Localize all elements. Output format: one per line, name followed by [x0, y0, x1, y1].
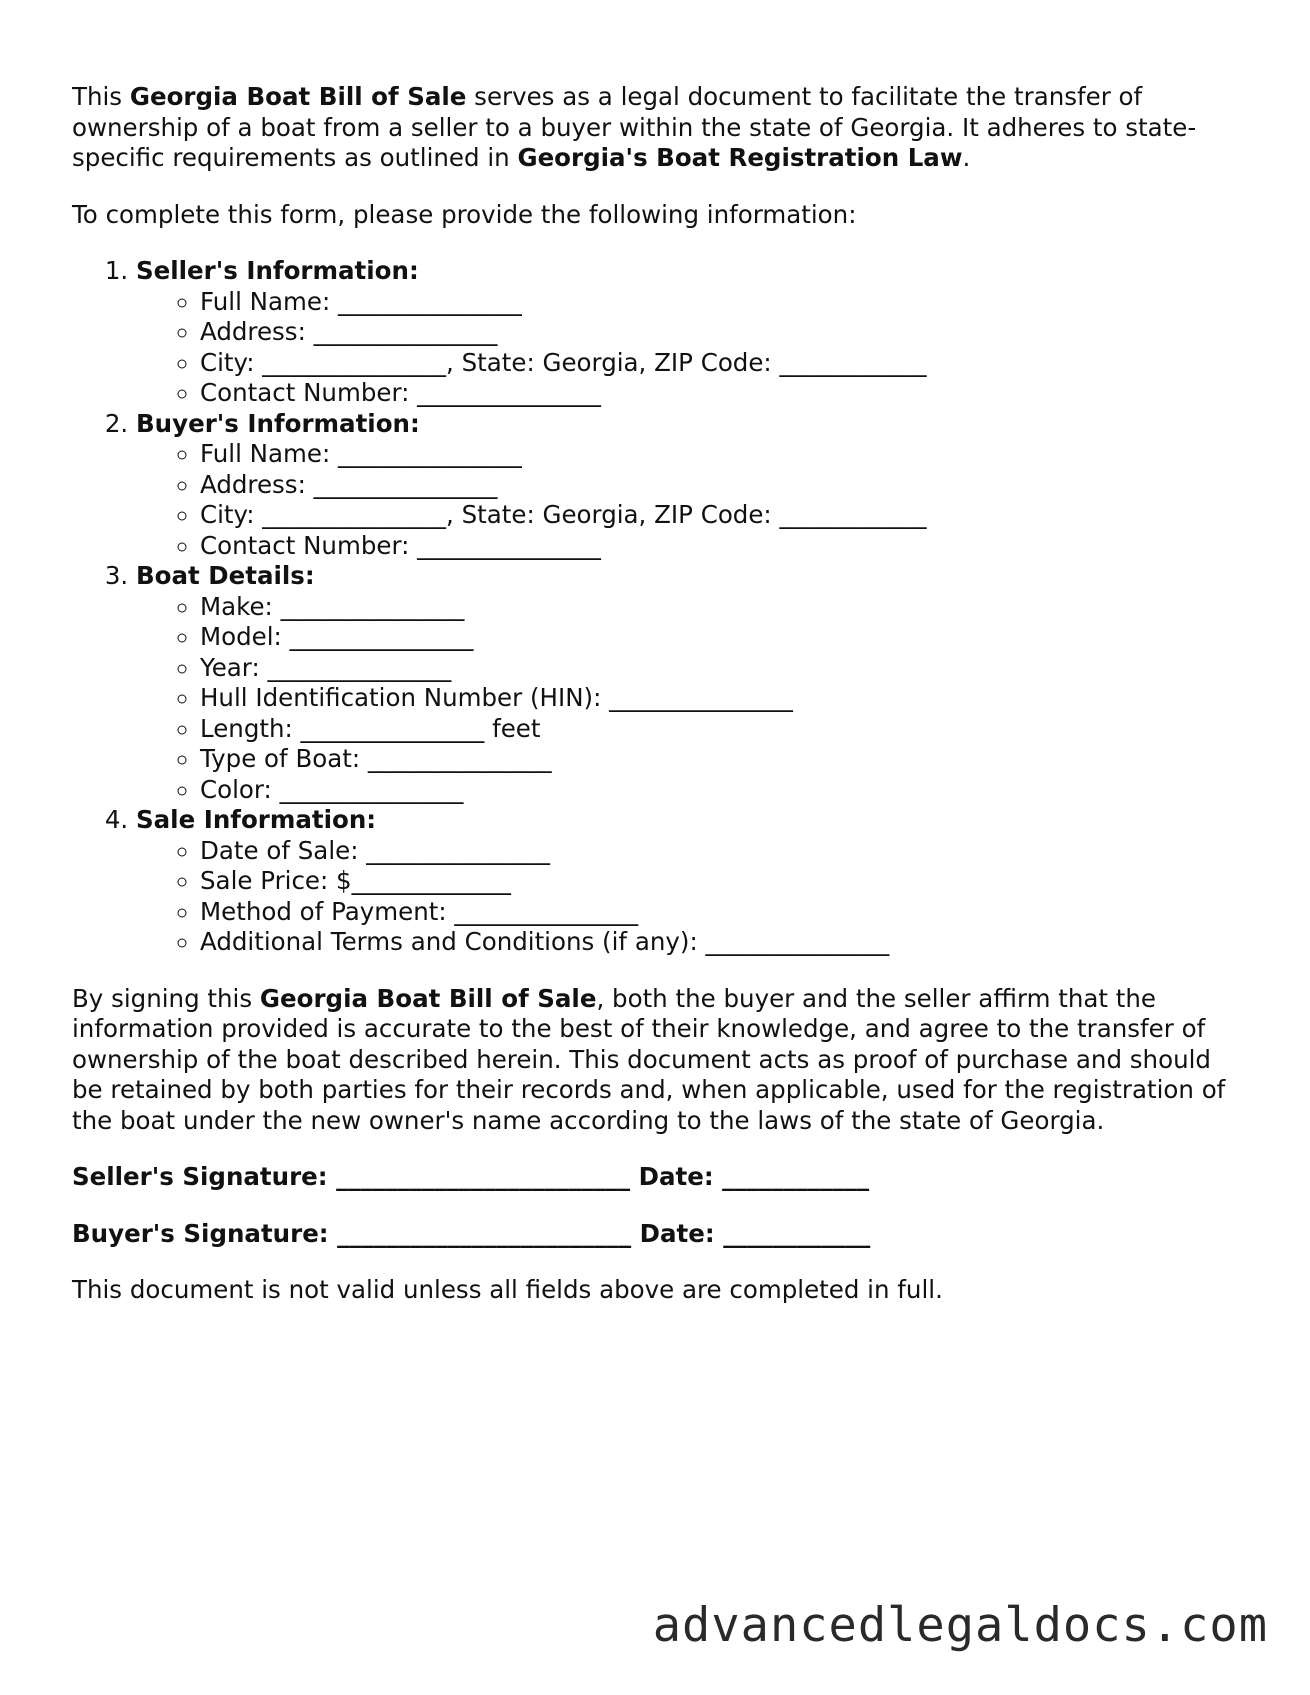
- affirmation-paragraph: [72, 984, 1242, 1137]
- affirm-text-1: By signing this: [72, 983, 260, 1013]
- buyer-contact-number-field: ◦ Contact Number: _______________: [200, 531, 1242, 562]
- intro-text-1: This: [72, 82, 130, 111]
- seller-full-name-field: ◦ Full Name: _______________: [200, 287, 1242, 318]
- section-title: Buyer's Information:: [136, 408, 420, 438]
- boat-fields-list: [136, 592, 1242, 806]
- instructions-lead: To complete this form, please provide the following information:: [72, 199, 857, 229]
- section-sale-information: [136, 805, 1242, 958]
- boat-year-field: ◦ Year: _______________: [200, 653, 1242, 684]
- seller-fields-list: [136, 287, 1242, 409]
- seller-signature-line: [72, 1162, 1242, 1193]
- additional-terms-field: ◦ Additional Terms and Conditions (if any): _______________: [200, 927, 1242, 958]
- watermark-logo: advancedlegaldocs.com: [652, 1598, 1268, 1653]
- document-body: [72, 82, 1242, 1306]
- buyer-fields-list: [136, 439, 1242, 561]
- buyer-signature-text: Buyer's Signature: ________________________ Date: ____________: [72, 1218, 871, 1248]
- boat-make-field: ◦ Make: _______________: [200, 592, 1242, 623]
- sale-date-field: ◦ Date of Sale: _______________: [200, 836, 1242, 867]
- seller-city-state-zip-field: ◦ City: _______________, State: Georgia, ZIP Code: ____________: [200, 348, 1242, 379]
- boat-color-field: ◦ Color: _______________: [200, 775, 1242, 806]
- section-buyer-information: [136, 409, 1242, 562]
- section-seller-information: [136, 256, 1242, 409]
- boat-model-field: ◦ Model: _______________: [200, 622, 1242, 653]
- intro-paragraph: [72, 82, 1242, 174]
- section-title: Boat Details:: [136, 561, 315, 590]
- validity-note: This document is not valid unless all fields above are completed in full.: [72, 1275, 943, 1304]
- buyer-signature-line: [72, 1219, 1242, 1250]
- seller-address-field: ◦ Address: _______________: [200, 317, 1242, 348]
- affirm-bold-title: Georgia Boat Bill of Sale: [259, 983, 597, 1013]
- buyer-address-field: ◦ Address: _______________: [200, 470, 1242, 501]
- boat-length-field: ◦ Length: _______________ feet: [200, 714, 1242, 745]
- buyer-city-state-zip-field: ◦ City: _______________, State: Georgia, ZIP Code: ____________: [200, 500, 1242, 531]
- form-sections-list: [72, 256, 1242, 958]
- payment-method-field: ◦ Method of Payment: _______________: [200, 897, 1242, 928]
- buyer-full-name-field: ◦ Full Name: _______________: [200, 439, 1242, 470]
- section-title: Sale Information:: [136, 805, 377, 834]
- boat-type-field: ◦ Type of Boat: _______________: [200, 744, 1242, 775]
- section-title: Seller's Information:: [136, 256, 419, 285]
- intro-bold-law: Georgia's Boat Registration Law: [517, 143, 963, 172]
- section-boat-details: [136, 561, 1242, 805]
- intro-text-3: .: [962, 143, 971, 172]
- seller-contact-number-field: ◦ Contact Number: _______________: [200, 378, 1242, 409]
- sale-price-field: ◦ Sale Price: $_____________: [200, 866, 1242, 897]
- boat-hin-field: ◦ Hull Identification Number (HIN): _______________: [200, 683, 1242, 714]
- intro-bold-title: Georgia Boat Bill of Sale: [129, 82, 467, 111]
- seller-signature-text: Seller's Signature: ________________________ Date: ____________: [72, 1162, 870, 1191]
- affirm-text-2: , both the buyer and the seller affirm that the information provided is accurate to the best of their knowledge, and agree to the transfer of ownership of the boat described herein. This document acts as proof of purchase and should be retained by both parties for their records and, when applicable, used for the registration of the boat under the new owner's name according to the laws of the state of Georgia.: [72, 983, 1226, 1135]
- sale-fields-list: [136, 836, 1242, 958]
- intro-text-2: serves as a legal document to facilitate the transfer of ownership of a boat from a seller to a buyer within the state of Georgia. It adheres to state-specific requirements as outlined in: [72, 82, 1197, 172]
